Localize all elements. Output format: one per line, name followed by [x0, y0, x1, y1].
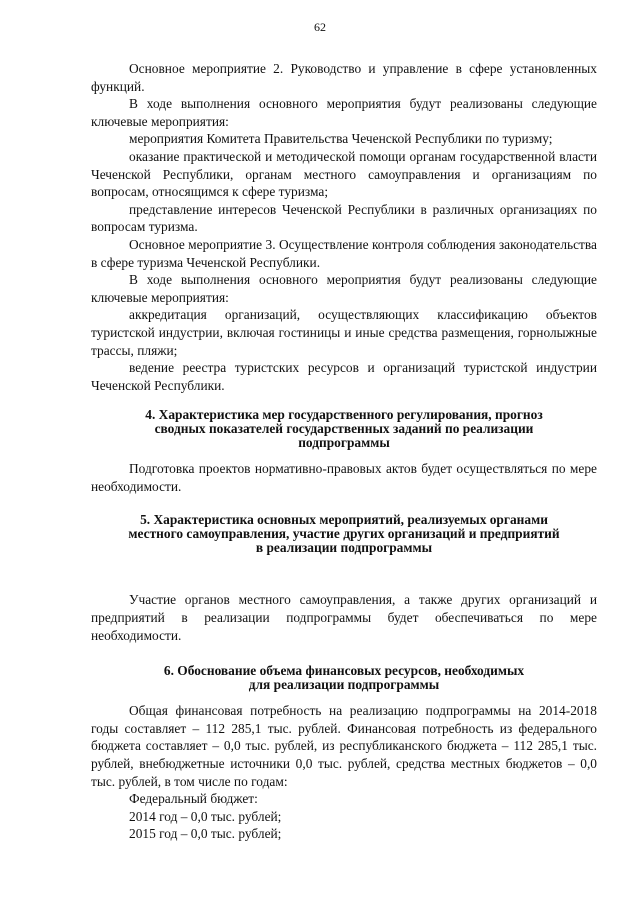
heading-line: в реализации подпрограммы — [255, 540, 433, 556]
section-4-text: Подготовка проектов нормативно-правовых актов будет осуществляться по мере необходимости. — [91, 461, 597, 494]
paragraph: Основное мероприятие 3. Осуществление контроля соблюдения законодательства в сфере туризма Чеченской Республики. — [91, 236, 597, 270]
paragraph: В ходе выполнения основного мероприятия будут реализованы следующие ключевые мероприятия: — [91, 272, 597, 305]
document-body — [91, 60, 597, 843]
paragraph: представление интересов Чеченской Республики в различных организациях по вопросам туризма. — [91, 201, 597, 235]
heading-line: местного самоуправления, участие других организаций и предприятий — [128, 526, 560, 542]
heading-line: 6. Обоснование объема финансовых ресурсов, необходимых — [163, 663, 525, 679]
paragraph: Основное мероприятие 2. Руководство и управление в сфере установленных функций. — [91, 61, 597, 94]
paragraph: В ходе выполнения основного мероприятия будут реализованы следующие ключевые мероприятия: — [91, 96, 597, 129]
page-number: 62 — [314, 20, 326, 34]
section-6-heading — [91, 664, 597, 692]
heading-line: подпрограммы — [298, 435, 390, 451]
section-6-text: Общая финансовая потребность на реализацию подпрограммы на 2014-2018 годы составляет – 112 285,1 тыс. рублей. Финансовая потребность из федерального бюджета составляет – 0,0 тыс. рублей, из республиканского бюджета – 112 285,1 тыс. рублей, внебюджетные источники 0,0 тыс. рублей, средства местных бюджетов – 0,0 тыс. рублей, в том числе по годам: — [91, 703, 597, 789]
heading-line: 5. Характеристика основных мероприятий, реализуемых органами — [140, 512, 548, 528]
paragraph: мероприятия Комитета Правительства Чеченской Республики по туризму; — [129, 131, 553, 147]
year-line: 2014 год – 0,0 тыс. рублей; — [129, 808, 282, 824]
section-4-heading — [91, 408, 597, 450]
heading-line: 4. Характеристика мер государственного регулирования, прогноз — [145, 407, 543, 423]
federal-budget-label: Федеральный бюджет: — [129, 791, 258, 807]
section-5-text: Участие органов местного самоуправления, а также других организаций и предприятий в реализации подпрограммы будет обеспечиваться по мере необходимости. — [91, 592, 597, 643]
paragraph: аккредитация организаций, осуществляющих классификацию объектов туристской индустрии, включая гостиницы и иные средства размещения, горнолыжные трассы, пляжи; — [91, 307, 597, 358]
paragraph: ведение реестра туристских ресурсов и организаций туристской индустрии Чеченской Республики. — [91, 360, 597, 393]
section-5-heading — [91, 513, 597, 555]
paragraph: оказание практической и методической помощи органам государственной власти Чеченской Республики, органам местного самоуправления и организациям по вопросам, относящимся к сфере туризма; — [91, 148, 597, 200]
heading-line: сводных показателей государственных заданий по реализации — [154, 421, 534, 437]
heading-line: для реализации подпрограммы — [248, 677, 440, 693]
year-line: 2015 год – 0,0 тыс. рублей; — [129, 826, 282, 842]
